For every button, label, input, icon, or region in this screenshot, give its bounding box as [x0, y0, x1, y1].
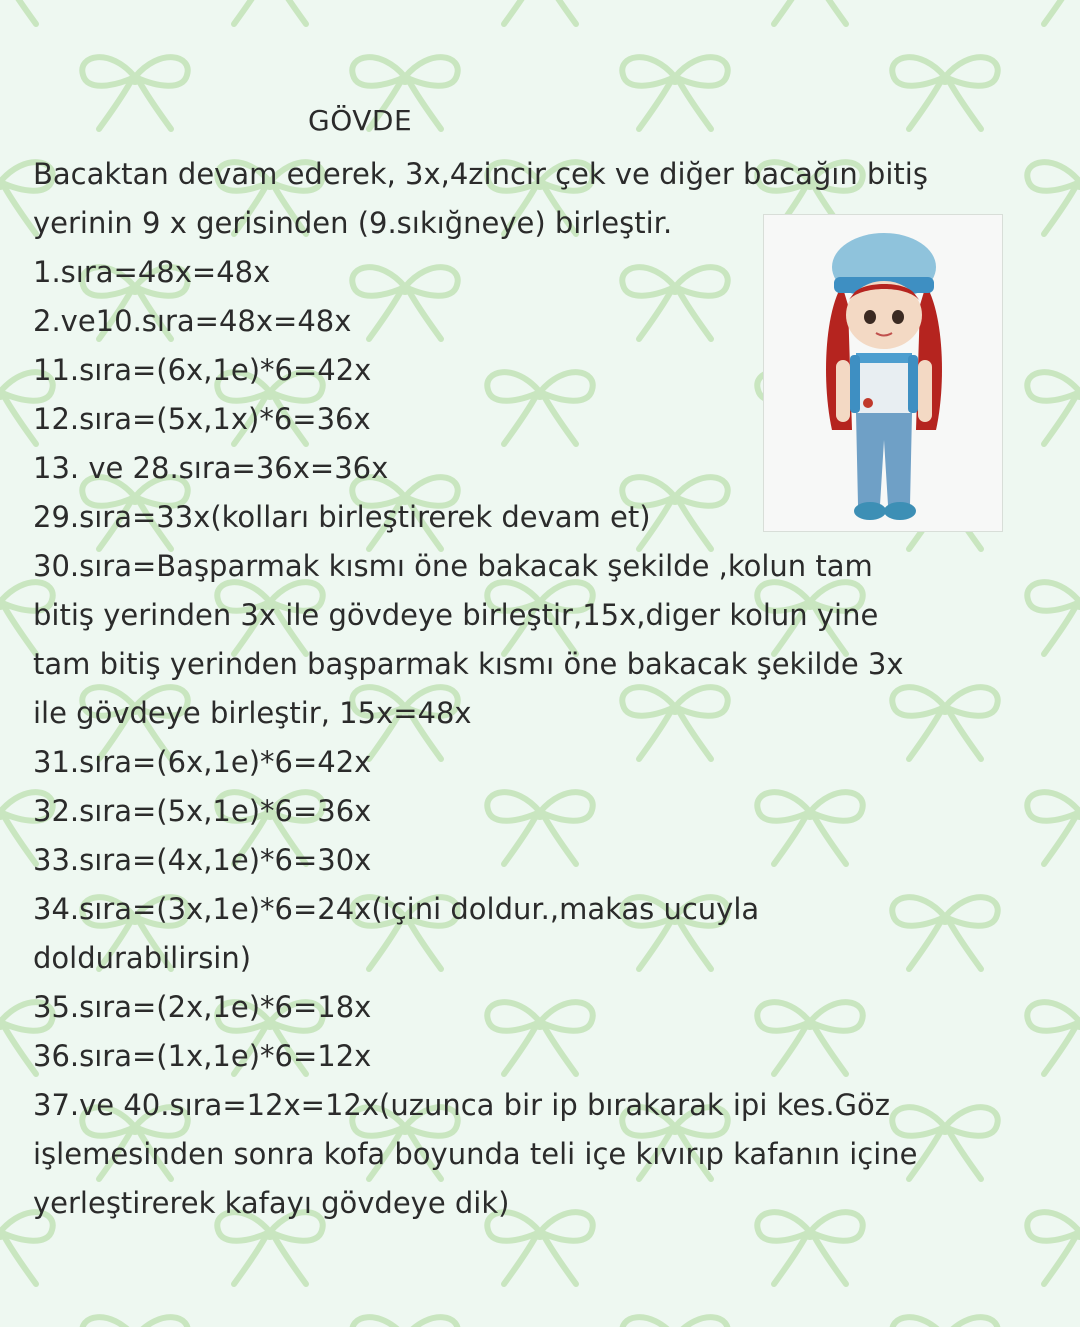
instruction-line: tam bitiş yerinden başparmak kısmı öne bakacak şekilde 3x [33, 647, 904, 681]
instruction-line: 33.sıra=(4x,1e)*6=30x [33, 843, 372, 877]
instruction-line: 1.sıra=48x=48x [33, 255, 271, 289]
instruction-line: 11.sıra=(6x,1e)*6=42x [33, 353, 372, 387]
instruction-line: 37.ve 40.sıra=12x=12x(uzunca bir ip bırakarak ipi kes.Göz [33, 1088, 890, 1122]
instruction-line: Bacaktan devam ederek, 3x,4zincir çek ve diğer bacağın bitiş [33, 157, 928, 191]
instruction-line: ile gövdeye birleştir, 15x=48x [33, 696, 472, 730]
instruction-line: 30.sıra=Başparmak kısmı öne bakacak şekilde ,kolun tam [33, 549, 873, 583]
instruction-line: 2.ve10.sıra=48x=48x [33, 304, 352, 338]
instruction-line: 35.sıra=(2x,1e)*6=18x [33, 990, 372, 1024]
instruction-line: 13. ve 28.sıra=36x=36x [33, 451, 389, 485]
pattern-instructions [33, 150, 1063, 1228]
instruction-line: işlemesinden sonra kofa boyunda teli içe kıvırıp kafanın içine [33, 1137, 918, 1171]
instruction-line: 31.sıra=(6x,1e)*6=42x [33, 745, 372, 779]
instruction-line: bitiş yerinden 3x ile gövdeye birleştir,15x,diger kolun yine [33, 598, 879, 632]
instruction-line: 32.sıra=(5x,1e)*6=36x [33, 794, 372, 828]
instruction-line: 36.sıra=(1x,1e)*6=12x [33, 1039, 372, 1073]
instruction-line: 12.sıra=(5x,1x)*6=36x [33, 402, 371, 436]
instruction-line: doldurabilirsin) [33, 941, 252, 975]
instruction-line: 29.sıra=33x(kolları birleştirerek devam et) [33, 500, 651, 534]
instruction-line: yerinin 9 x gerisinden (9.sıkığneye) birleştir. [33, 206, 673, 240]
instruction-line: yerleştirerek kafayı gövdeye dik) [33, 1186, 510, 1220]
instruction-line: 34.sıra=(3x,1e)*6=24x(içini doldur.,makas ucuyla [33, 892, 760, 926]
section-title: GÖVDE [308, 104, 413, 137]
